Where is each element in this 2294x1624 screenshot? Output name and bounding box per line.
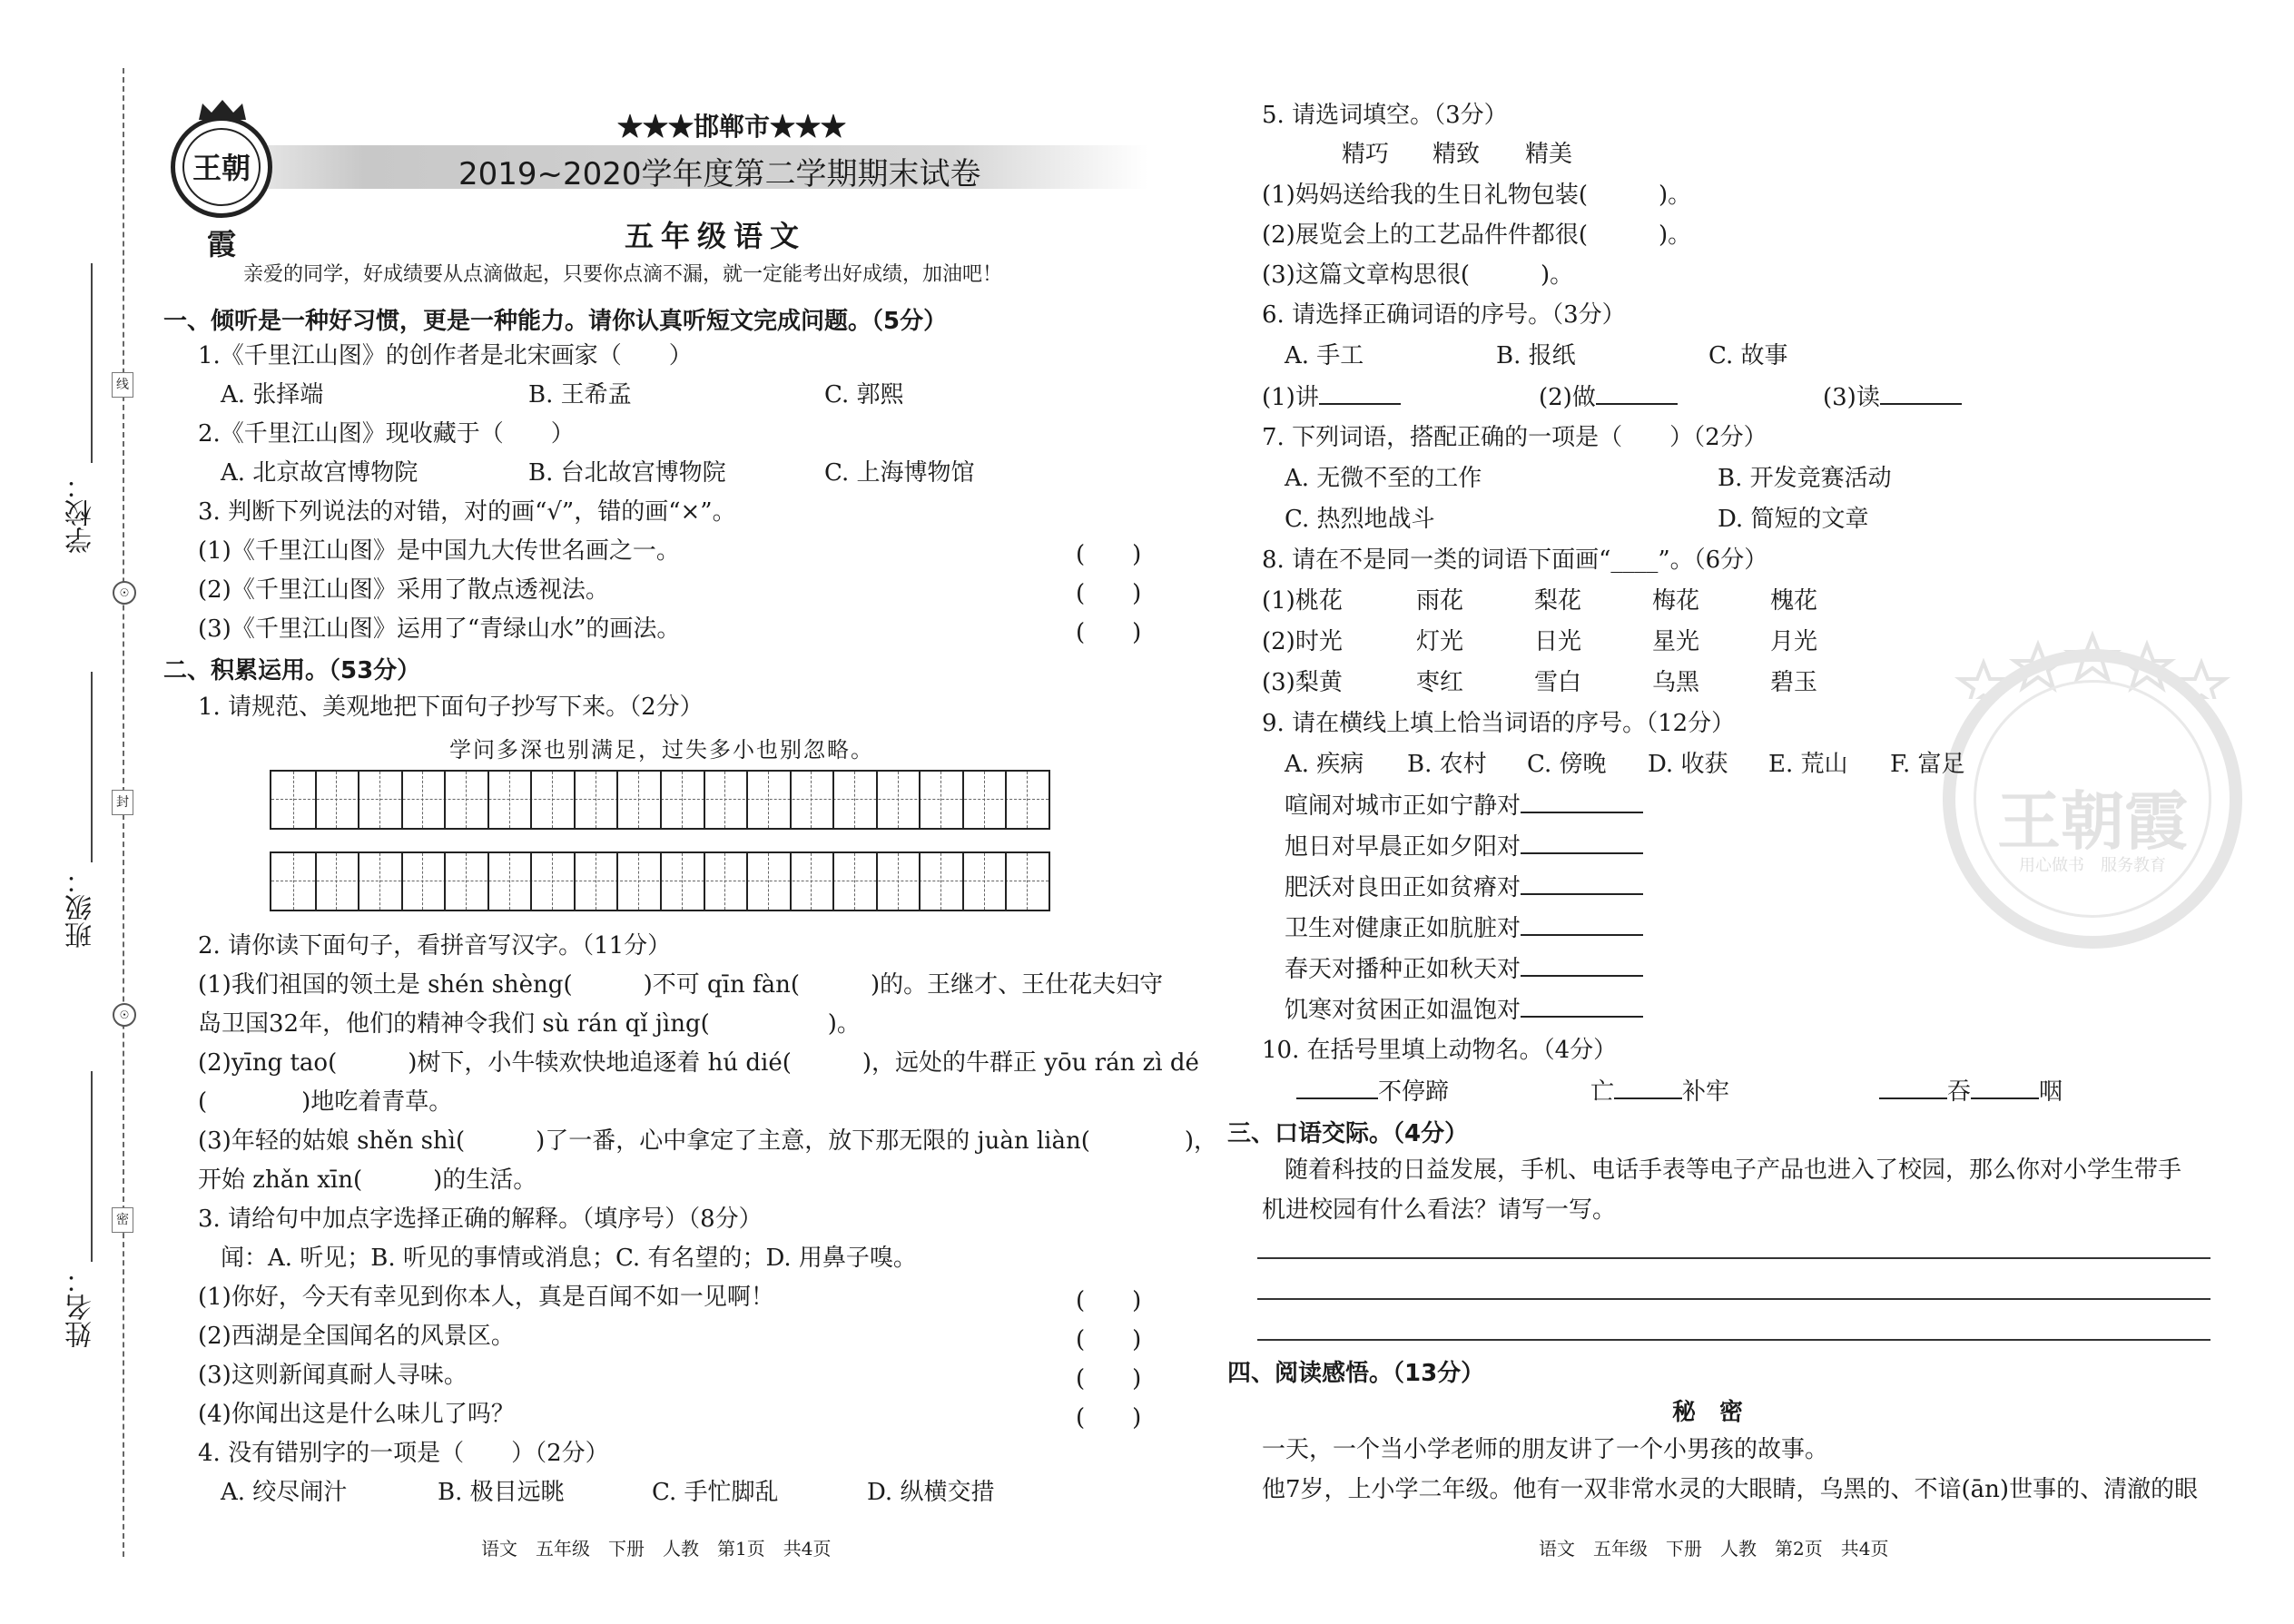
answer-paren[interactable]: ( ) <box>1076 619 1142 646</box>
grid-cell-border <box>876 772 878 828</box>
binding-hole-icon: ☉ <box>113 581 136 605</box>
q5-item-1[interactable]: (1)妈妈送给我的生日礼物包装( )。 <box>1262 182 1692 209</box>
question-1-2: 2.《千里江山图》现收藏于（ ） <box>198 420 575 448</box>
q7-option-c[interactable]: C. 热烈地战斗 <box>1285 506 1435 533</box>
q5-item-3[interactable]: (3)这篇文章构思很( )。 <box>1262 261 1574 289</box>
grid-cell-border <box>358 853 359 910</box>
grid-guide-line <box>898 853 899 910</box>
judge-item-3: (3)《千里江山图》运用了“青绿山水”的画法。 <box>198 615 681 643</box>
q4-option-b[interactable]: B. 极目远眺 <box>438 1479 565 1506</box>
q2-option-b[interactable]: B. 台北故宫博物院 <box>528 459 726 487</box>
answer-blank[interactable] <box>1880 381 1962 405</box>
q10-item-1[interactable] <box>1296 1076 1449 1107</box>
grid-cell-border <box>574 772 576 828</box>
writing-grid-row-1[interactable] <box>270 770 1050 830</box>
grid-guide-line <box>638 853 639 910</box>
answer-line[interactable] <box>1257 1339 2210 1341</box>
answer-blank[interactable] <box>1971 1076 2039 1099</box>
grid-guide-line <box>682 853 683 910</box>
pinyin-line-4: ( )地吃着青草。 <box>198 1088 453 1116</box>
question-2-4: 4. 没有错别字的一项是（ ）（2分） <box>198 1440 609 1467</box>
q9-item-6[interactable] <box>1285 994 1643 1026</box>
q8-word[interactable]: 日光 <box>1534 628 1582 655</box>
q9-option-f: F. 富足 <box>1890 751 1965 778</box>
q7-option-b[interactable]: B. 开发竞赛活动 <box>1718 465 1892 492</box>
seal-mark-line: 线 <box>112 372 133 398</box>
q9-item-4-text: 卫生对健康正如肮脏对 <box>1285 915 1521 942</box>
q10-item-3-b: 咽 <box>2039 1078 2063 1106</box>
grid-cell-border <box>530 853 532 910</box>
question-7: 7. 下列词语，搭配正确的一项是（ ）（2分） <box>1262 424 1767 451</box>
question-2-1: 1. 请规范、美观地把下面句子抄写下来。（2分） <box>198 694 704 721</box>
q5-word-2: 精致 <box>1433 141 1481 168</box>
encouragement-text: 亲爱的同学，好成绩要从点滴做起，只要你点滴不漏，就一定能考出好成绩，加油吧！ <box>243 263 1003 286</box>
question-2-2: 2. 请你读下面句子，看拼音写汉字。（11分） <box>198 932 672 960</box>
section-two-heading: 二、积累运用。（53分） <box>163 657 421 684</box>
answer-blank[interactable] <box>1521 912 1643 936</box>
q9-option-e: E. 荒山 <box>1768 751 1848 778</box>
logo-text: 王朝霞 <box>182 128 261 206</box>
wen-definitions: 闻：A. 听见；B. 听见的事情或消息；C. 有名望的；D. 用鼻子嗅。 <box>221 1245 917 1272</box>
q10-item-2-a: 亡 <box>1590 1078 1615 1106</box>
pinyin-line-6: 开始 zhǎn xīn( )的生活。 <box>198 1166 537 1194</box>
grid-cell-border <box>1005 772 1007 828</box>
wen-item-4: (4)你闻出这是什么味儿了吗？ <box>198 1401 515 1428</box>
grid-cell-border <box>876 853 878 910</box>
q5-word-3: 精美 <box>1525 141 1573 168</box>
q6-option-c: C. 故事 <box>1708 342 1788 369</box>
grid-cell-border <box>832 772 834 828</box>
q8-word[interactable]: 星光 <box>1652 628 1700 655</box>
page-footer-left: 语文 五年级 下册 人教 第1页 共4页 <box>481 1538 832 1560</box>
q9-option-d: D. 收获 <box>1648 751 1728 778</box>
q6-item-2[interactable] <box>1539 381 1678 413</box>
grid-guide-line <box>724 772 725 828</box>
grid-guide-line <box>509 853 510 910</box>
name-blank[interactable] <box>91 1071 93 1262</box>
q10-item-3-a: 吞 <box>1947 1078 1972 1106</box>
answer-paren[interactable]: ( ) <box>1076 580 1142 607</box>
grid-cell-border <box>444 772 446 828</box>
answer-paren[interactable]: ( ) <box>1076 1365 1142 1393</box>
q10-item-2[interactable] <box>1590 1076 1729 1107</box>
answer-blank[interactable] <box>1521 953 1643 977</box>
judge-item-1: (1)《千里江山图》是中国九大传世名画之一。 <box>198 537 680 565</box>
q9-option-b: B. 农村 <box>1407 751 1487 778</box>
answer-blank[interactable] <box>1879 1076 1947 1099</box>
q8-word[interactable]: (1)桃花 <box>1262 587 1343 615</box>
seal-mark-mi: 密 <box>112 1207 133 1233</box>
section-one-heading: 一、倾听是一种好习惯，更是一种能力。请你认真听短文完成问题。（5分） <box>163 308 948 335</box>
grid-guide-line <box>336 772 337 828</box>
q9-item-3-text: 肥沃对良田正如贫瘠对 <box>1285 874 1521 901</box>
grid-cell-border <box>444 853 446 910</box>
writing-grid-row-2[interactable] <box>270 851 1050 911</box>
q9-item-2[interactable] <box>1285 831 1643 862</box>
grid-cell-border <box>315 853 317 910</box>
grid-guide-line <box>940 772 941 828</box>
class-blank[interactable] <box>91 672 93 862</box>
grid-cell-border <box>746 853 748 910</box>
q5-item-2[interactable]: (2)展览会上的工艺品件件都很( )。 <box>1262 221 1692 249</box>
question-1-1: 1.《千里江山图》的创作者是北宋画家（ ） <box>198 342 693 369</box>
q8-word[interactable]: 乌黑 <box>1652 669 1700 696</box>
pinyin-line-1: (1)我们祖国的领土是 shén shèng( )不可 qīn fàn( )的。王继才、王仕花夫妇守 <box>198 971 1164 999</box>
grid-cell-border <box>574 853 576 910</box>
school-label: 学校： <box>65 472 97 554</box>
q9-item-4[interactable] <box>1285 912 1643 944</box>
grid-guide-line <box>293 772 294 828</box>
grid-cell-border <box>530 772 532 828</box>
q7-option-d[interactable]: D. 简短的文章 <box>1718 506 1869 533</box>
answer-line[interactable] <box>1257 1257 2210 1259</box>
question-9: 9. 请在横线上填上恰当词语的序号。（12分） <box>1262 710 1736 737</box>
grid-guide-line <box>336 853 337 910</box>
school-blank[interactable] <box>91 263 93 463</box>
q6-item-2-text: (2)做 <box>1539 384 1596 411</box>
answer-paren[interactable]: ( ) <box>1076 1404 1142 1432</box>
q8-word[interactable]: 雪白 <box>1534 669 1582 696</box>
oral-prompt-line-1: 随着科技的日益发展，手机、电话手表等电子产品也进入了校园，那么你对小学生带手 <box>1285 1156 2182 1184</box>
question-10: 10. 在括号里填上动物名。（4分） <box>1262 1037 1618 1064</box>
grid-guide-line <box>552 772 553 828</box>
wen-item-3: (3)这则新闻真耐人寻味。 <box>198 1362 468 1389</box>
q9-item-1-text: 喧闹对城市正如宁静对 <box>1285 792 1521 820</box>
answer-line[interactable] <box>1257 1298 2210 1300</box>
answer-blank[interactable] <box>1296 1076 1378 1099</box>
q8-word[interactable]: 枣红 <box>1416 669 1464 696</box>
q6-item-1[interactable] <box>1262 381 1401 413</box>
question-2-3: 3. 请给句中加点字选择正确的解释。（填序号）（8分） <box>198 1206 763 1233</box>
q8-word[interactable]: 月光 <box>1770 628 1818 655</box>
grid-cell-border <box>746 772 748 828</box>
grid-cell-border <box>1005 853 1007 910</box>
q8-word[interactable]: 灯光 <box>1416 628 1464 655</box>
class-label: 班级： <box>65 867 97 949</box>
grid-cell-border <box>487 853 489 910</box>
exam-title: 2019~2020学年度第二学期期末试卷 <box>458 156 981 192</box>
oral-prompt-line-2: 机进校园有什么看法？请写一写。 <box>1262 1196 1617 1224</box>
grid-guide-line <box>984 853 985 910</box>
q8-word[interactable]: (2)时光 <box>1262 628 1343 655</box>
binding-hole-icon: ☉ <box>113 1003 136 1027</box>
wen-item-1: (1)你好，今天有幸见到你本人，真是百闻不如一见啊！ <box>198 1284 774 1311</box>
story-title: 秘 密 <box>1672 1399 1744 1426</box>
q9-item-3[interactable] <box>1285 871 1643 903</box>
grid-guide-line <box>768 772 769 828</box>
answer-blank[interactable] <box>1521 871 1643 895</box>
question-1-3: 3. 判断下列说法的对错，对的画“√”，错的画“×”。 <box>198 498 736 526</box>
grid-guide-line <box>984 772 985 828</box>
q4-option-a[interactable]: A. 绞尽闹汁 <box>221 1479 348 1506</box>
grid-cell-border <box>358 772 359 828</box>
grid-guide-line <box>811 853 812 910</box>
grid-guide-line <box>422 772 423 828</box>
grid-guide-line <box>898 772 899 828</box>
section-four-heading: 四、阅读感悟。（13分） <box>1227 1360 1485 1387</box>
grid-cell-border <box>616 853 618 910</box>
grid-cell-border <box>962 772 964 828</box>
q8-word[interactable]: 槐花 <box>1770 587 1818 615</box>
grid-guide-line <box>854 772 855 828</box>
answer-blank[interactable] <box>1521 831 1643 854</box>
grid-cell-border <box>660 772 662 828</box>
q9-item-1[interactable] <box>1285 790 1643 822</box>
seal-mark-seal: 封 <box>112 790 133 815</box>
grid-guide-line <box>1027 772 1028 828</box>
grid-cell-border <box>401 772 403 828</box>
q6-item-1-text: (1)讲 <box>1262 384 1319 411</box>
pinyin-line-3: (2)yīng tao( )树下，小牛犊欢快地追逐着 hú dié( )，远处的牛群正 yōu rán zì dé <box>198 1049 1199 1077</box>
grid-cell-border <box>660 853 662 910</box>
q1-option-b[interactable]: B. 王希孟 <box>528 381 632 408</box>
answer-blank[interactable] <box>1319 381 1401 405</box>
grid-cell-border <box>919 853 921 910</box>
grid-guide-line <box>940 853 941 910</box>
grid-guide-line <box>638 772 639 828</box>
answer-blank[interactable] <box>1596 381 1678 405</box>
grid-cell-border <box>704 853 705 910</box>
q7-option-a[interactable]: A. 无微不至的工作 <box>1285 465 1482 492</box>
grid-guide-line <box>682 772 683 828</box>
grid-guide-line <box>509 772 510 828</box>
grid-guide-line <box>422 853 423 910</box>
grid-cell-border <box>315 772 317 828</box>
grid-cell-border <box>790 853 792 910</box>
grid-guide-line <box>1027 853 1028 910</box>
section-three-heading: 三、口语交际。（4分） <box>1227 1120 1469 1147</box>
q9-item-2-text: 旭日对早晨正如夕阳对 <box>1285 833 1521 861</box>
answer-paren[interactable]: ( ) <box>1076 1326 1142 1353</box>
q8-word[interactable]: (3)梨黄 <box>1262 669 1343 696</box>
q2-option-a[interactable]: A. 北京故宫博物院 <box>221 459 418 487</box>
grid-guide-line <box>768 853 769 910</box>
q10-item-3[interactable] <box>1879 1076 2063 1107</box>
grid-cell-border <box>704 772 705 828</box>
wen-item-2: (2)西湖是全国闻名的风景区。 <box>198 1323 515 1350</box>
q4-option-d[interactable]: D. 纵横交措 <box>867 1479 995 1506</box>
q6-option-b: B. 报纸 <box>1496 342 1576 369</box>
copy-sentence: 学问多深也别满足，过失多小也别忽略。 <box>449 737 874 763</box>
q2-option-c[interactable]: C. 上海博物馆 <box>824 459 975 487</box>
story-line-1: 一天，一个当小学老师的朋友讲了一个小男孩的故事。 <box>1262 1436 1829 1463</box>
watermark-subtext: 用心做书 服务教育 <box>2019 856 2166 875</box>
q9-item-5-text: 春天对播种正如秋天对 <box>1285 956 1521 983</box>
watermark-seal <box>1943 649 2242 949</box>
grid-cell-border <box>487 772 489 828</box>
q4-option-c[interactable]: C. 手忙脚乱 <box>652 1479 779 1506</box>
name-label: 姓名： <box>65 1266 97 1348</box>
q6-item-3[interactable] <box>1823 381 1962 413</box>
grid-guide-line <box>466 772 467 828</box>
grid-guide-line <box>466 853 467 910</box>
answer-blank[interactable] <box>1521 790 1643 813</box>
q10-item-2-b: 补牢 <box>1682 1078 1730 1106</box>
grid-guide-line <box>293 853 294 910</box>
q9-item-6-text: 饥寒对贫困正如温饱对 <box>1285 997 1521 1024</box>
q8-word[interactable]: 碧玉 <box>1770 669 1818 696</box>
answer-paren[interactable]: ( ) <box>1076 1287 1142 1314</box>
question-8: 8. 请在不是同一类的词语下面画“____”。（6分） <box>1262 546 1768 574</box>
grid-guide-line <box>379 853 380 910</box>
q6-option-a: A. 手工 <box>1285 342 1364 369</box>
q1-option-c[interactable]: C. 郭熙 <box>824 381 904 408</box>
pinyin-line-5: (3)年轻的姑娘 shěn shì( )了一番，心中拿定了主意，放下那无限的 juàn liàn( )， <box>198 1127 1218 1155</box>
q6-item-3-text: (3)读 <box>1823 384 1880 411</box>
q8-word[interactable]: 梅花 <box>1652 587 1700 615</box>
q9-option-a: A. 疾病 <box>1285 751 1364 778</box>
grid-cell-border <box>616 772 618 828</box>
grid-cell-border <box>832 853 834 910</box>
grid-cell-border <box>962 853 964 910</box>
grid-guide-line <box>854 853 855 910</box>
grid-cell-border <box>919 772 921 828</box>
pinyin-line-2: 岛卫国32年，他们的精神令我们 sù rán qǐ jìng( )。 <box>198 1010 861 1038</box>
q9-item-5[interactable] <box>1285 953 1643 985</box>
watermark-text: 王朝霞 <box>1997 783 2188 859</box>
q8-word[interactable]: 雨花 <box>1416 587 1464 615</box>
q9-option-c: C. 傍晚 <box>1527 751 1607 778</box>
page-footer-right: 语文 五年级 下册 人教 第2页 共4页 <box>1539 1538 1889 1560</box>
judge-item-2: (2)《千里江山图》采用了散点透视法。 <box>198 576 609 604</box>
q8-word[interactable]: 梨花 <box>1534 587 1582 615</box>
answer-paren[interactable]: ( ) <box>1076 541 1142 568</box>
grid-guide-line <box>811 772 812 828</box>
grid-guide-line <box>379 772 380 828</box>
grid-cell-border <box>401 853 403 910</box>
answer-blank[interactable] <box>1521 994 1643 1018</box>
grid-guide-line <box>724 853 725 910</box>
q10-item-1-text: 不停蹄 <box>1378 1078 1450 1106</box>
grid-guide-line <box>552 853 553 910</box>
grid-cell-border <box>790 772 792 828</box>
question-5: 5. 请选词填空。（3分） <box>1262 102 1508 129</box>
answer-blank[interactable] <box>1614 1076 1682 1099</box>
q1-option-a[interactable]: A. 张择端 <box>221 381 324 408</box>
brand-logo <box>171 116 272 261</box>
subject-title: 五年级语文 <box>625 219 807 253</box>
story-line-2: 他7岁，上小学二年级。他有一双非常水灵的大眼睛，乌黑的、不谙(ān)世事的、清澈的眼 <box>1262 1476 2199 1503</box>
question-6: 6. 请选择正确词语的序号。（3分） <box>1262 301 1626 329</box>
q5-word-1: 精巧 <box>1342 141 1390 168</box>
city-heading: ★★★邯郸市★★★ <box>617 112 847 142</box>
